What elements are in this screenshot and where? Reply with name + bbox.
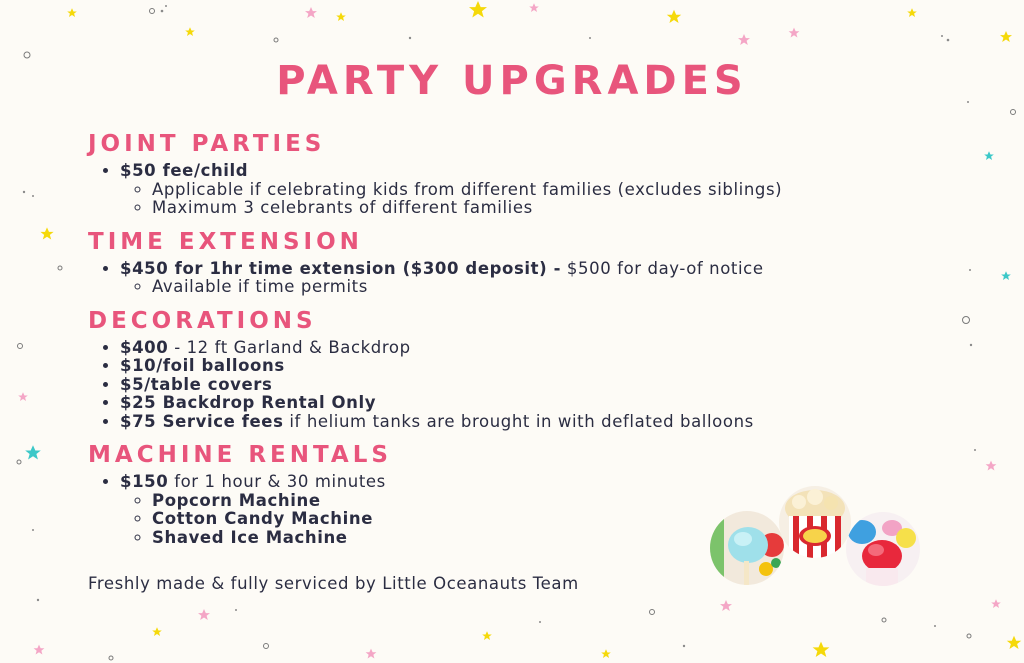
time-fee-note: $500 for day-of notice (566, 258, 764, 278)
upgrades-content (88, 130, 888, 557)
sub-list-item: ◦ Cotton Candy Machine (152, 510, 888, 529)
machine-duration: for 1 hour & 30 minutes (174, 472, 386, 491)
list-item (120, 260, 888, 297)
sub-list-item: ◦ Popcorn Machine (152, 492, 888, 511)
joint-parties-list (88, 162, 888, 218)
time-extension-list (88, 260, 888, 297)
joint-sublist (120, 181, 888, 218)
list-item (120, 339, 888, 358)
cotton-candy-photo (710, 511, 784, 585)
decor-desc: - 12 ft Garland & Backdrop (174, 337, 411, 357)
decorations-list (88, 339, 888, 432)
decor-price: $400 (120, 337, 169, 357)
list-item: • $5/table covers (120, 376, 888, 395)
shaved-ice-photo (846, 512, 920, 586)
joint-fee: $50 fee/child (120, 161, 249, 180)
sub-list-item: ◦ Applicable if celebrating kids from different families (excludes siblings) (152, 181, 888, 200)
sub-list-item: ◦ Available if time permits (152, 278, 888, 297)
list-item: • $25 Backdrop Rental Only (120, 394, 888, 413)
service-fee: $75 Service fees (120, 411, 284, 431)
list-item (120, 413, 888, 432)
time-fee: $450 for 1hr time extension ($300 deposit) - (120, 258, 562, 278)
page-title: PARTY UPGRADES (276, 58, 748, 104)
list-item (120, 162, 888, 218)
sub-list-item: ◦ Maximum 3 celebrants of different families (152, 199, 888, 218)
joint-parties-heading: JOINT PARTIES (88, 131, 326, 157)
time-extension-heading: TIME EXTENSION (88, 228, 363, 255)
list-item: • $10/foil balloons (120, 357, 888, 376)
decorations-heading: DECORATIONS (88, 307, 317, 334)
footer-note: Freshly made & fully serviced by Little Oceanauts Team (88, 574, 579, 593)
time-sublist (120, 278, 888, 297)
sub-list-item: ◦ Shaved Ice Machine (152, 529, 888, 548)
machine-rentals-heading: MACHINE RENTALS (88, 442, 392, 468)
popcorn-photo (779, 486, 851, 558)
service-fee-desc: if helium tanks are brought in with deflated balloons (289, 411, 754, 431)
machine-price: $150 (120, 472, 169, 491)
